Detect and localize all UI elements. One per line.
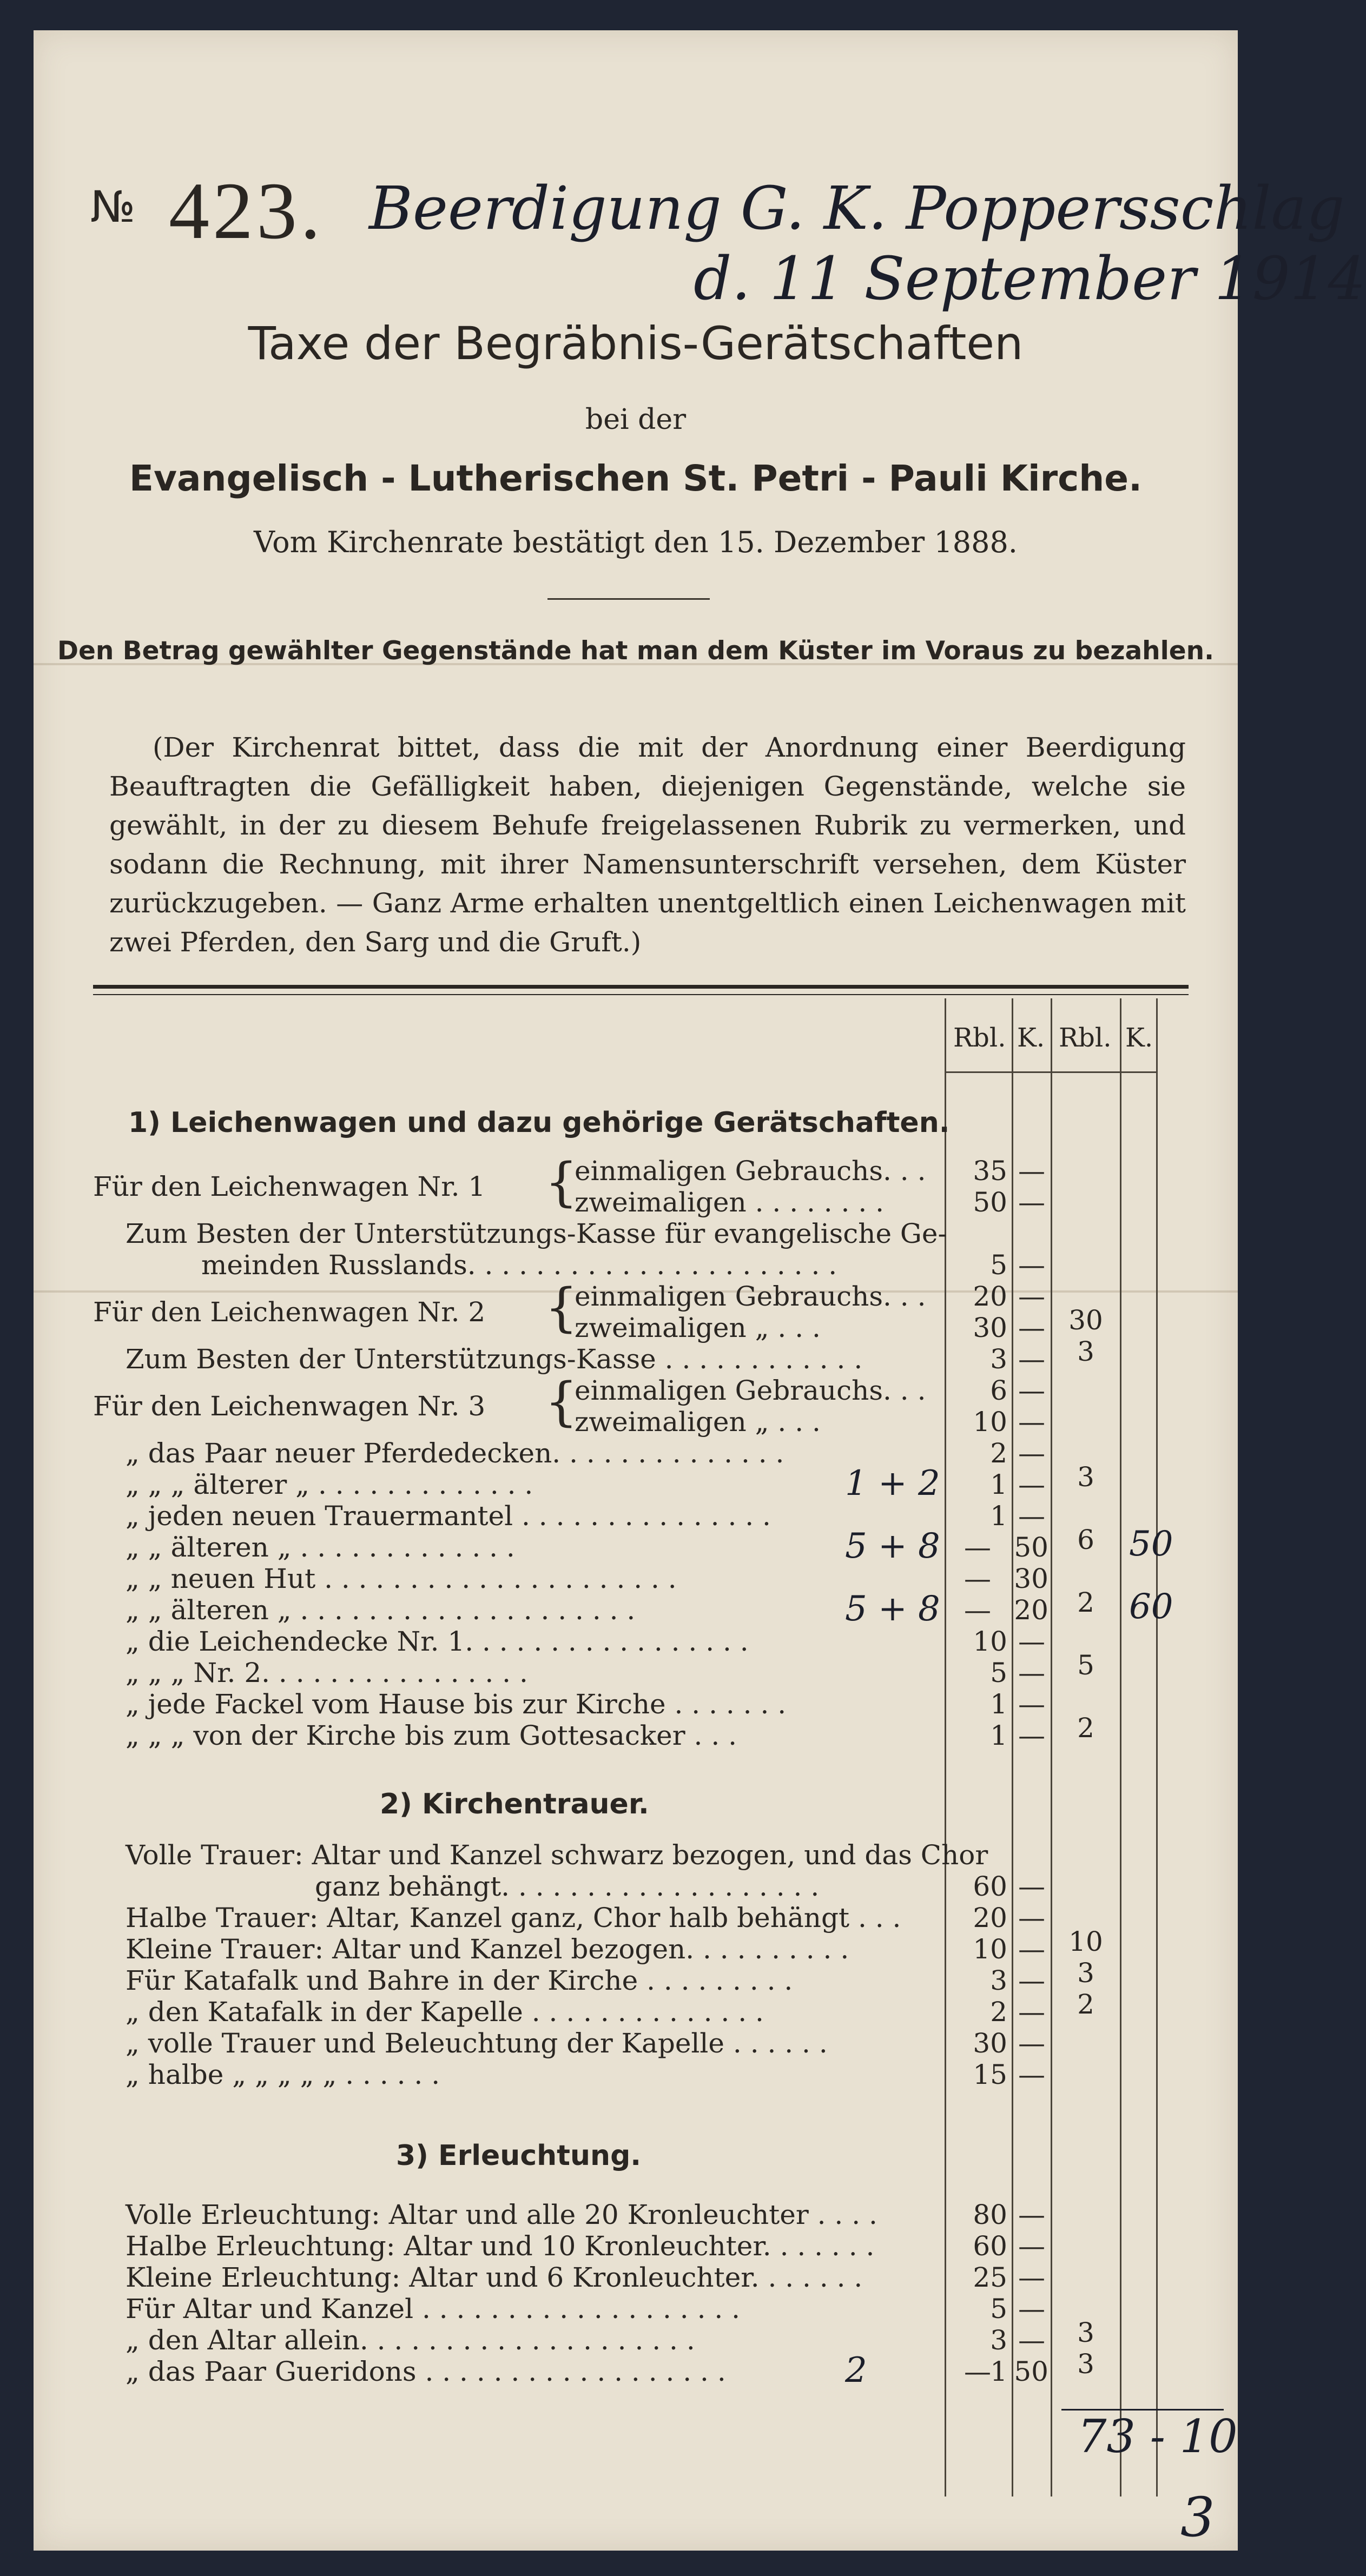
s1-row-3-rbl: 3 [990,1343,1007,1375]
s1-row-10-hand-k: 60 [1129,1587,1173,1627]
section-title-3: 3) Erleuchtung. [396,2140,642,2172]
s2-row-1-label: Halbe Trauer: Altar, Kanzel ganz, Chor halb behängt . . . [126,1902,901,1933]
s1-row-2-sub1: einmaligen Gebrauchs. . . [575,1281,926,1312]
column-divider [1156,998,1158,2496]
s1-row-1-dash: — [1018,1249,1045,1281]
s1-row-8-dash-r: — [964,1532,991,1563]
s1-row-0-dash-1: — [1018,1155,1045,1187]
s1-row-11-dash: — [1018,1626,1045,1657]
handwritten-total: 73 - 10 [1078,2410,1238,2463]
page-title: Taxe der Begräbnis-Gerätschaften [248,317,1024,370]
s2-row-2-dash: — [1018,1933,1045,1965]
s1-row-2-rbl-1: 20 [973,1281,1007,1312]
s3-row-5-note: 2 [845,2350,867,2390]
s1-row-4-sub1: einmaligen Gebrauchs. . . [575,1375,926,1406]
col-k2: K. [1125,1023,1153,1053]
s1-row-8-kop: 50 [1014,1532,1048,1563]
s1-row-4-rbl-1: 6 [990,1375,1007,1406]
s2-row-5-dash: — [1018,2028,1045,2059]
s1-row-12-rbl: 5 [990,1657,1007,1688]
s2-row-2-rbl: 10 [973,1933,1007,1965]
s1-row-11-rbl: 10 [973,1626,1007,1657]
payment-notice: Den Betrag gewählter Gegenstände hat man dem Küster im Voraus zu bezahlen. [57,636,1214,666]
s1-row-14-dash: — [1018,1720,1045,1751]
s3-row-5-kop: 50 [1014,2356,1048,2387]
s1-row-0-rbl-2: 50 [973,1187,1007,1218]
s2-row-1-rbl: 20 [973,1902,1007,1933]
s1-row-14-rbl: 1 [990,1720,1007,1751]
col-rbl: Rbl. [953,1023,1006,1053]
s1-row-5-label: „ das Paar neuer Pferdedecken. . . . . . . . . . . . . . [126,1438,784,1469]
s3-row-4-hand: 3 [1077,2317,1094,2348]
s1-row-6-label: „ „ „ älterer „ . . . . . . . . . . . . . [126,1469,533,1500]
s3-row-3-dash: — [1018,2293,1045,2325]
page-mark: 3 [1180,2486,1215,2549]
s1-row-9-label: „ „ neuen Hut . . . . . . . . . . . . . . . . . . . . . [126,1563,677,1594]
col-k: K. [1017,1023,1045,1053]
s3-row-4-rbl: 3 [990,2325,1007,2356]
s2-row-3-hand: 3 [1077,1957,1094,1989]
separator [547,598,710,600]
s2-row-0-label-2: ganz behängt. . . . . . . . . . . . . . . . . . . [315,1871,820,1902]
handwritten-date: d. 11 September 1914 [694,244,1366,313]
s3-row-5-hand: 3 [1077,2348,1094,2380]
s1-row-14-label: „ „ „ von der Kirche bis zum Gottesacker . . . [126,1720,737,1751]
s3-row-4-label: „ den Altar allein. . . . . . . . . . . . . . . . . . . . [126,2325,695,2356]
s1-row-10-kop: 20 [1014,1594,1048,1626]
document-paper [34,30,1366,2551]
s2-row-3-label: Für Katafalk und Bahre in der Kirche . . . . . . . . . [126,1965,793,1996]
column-divider [1012,998,1013,2496]
s1-row-4-dash-1: — [1018,1375,1045,1406]
s1-row-13-rbl: 1 [990,1688,1007,1720]
s3-row-0-rbl: 80 [973,2199,1007,2230]
s1-row-10-note: 5 + 8 [845,1589,940,1629]
s1-row-8-hand: 6 [1077,1524,1094,1555]
column-divider [1051,998,1052,2496]
s2-row-4-rbl: 2 [990,1996,1007,2028]
instructions-paragraph: (Der Kirchenrat bittet, dass die mit der Anordnung einer Beerdigung Beauftragten die Gefälligkeit haben, diejenigen Gegenstände, welche sie gewählt, in der zu diesem Behufe freigelassenen Rubrik zu vermerken, und sodann die Rechnung, mit ihrer Namensunterschrift versehen, dem Küster zurückzugeben. — Ganz Arme erhalten unentgeltlich einen Leichenwagen mit zwei Pferden, den Sarg und die Gruft.) [109,732,1186,958]
s1-row-0-dash-2: — [1018,1187,1045,1218]
s1-row-12-hand: 5 [1077,1650,1094,1681]
s1-row-6-note: 1 + 2 [845,1464,940,1504]
s3-row-0-label: Volle Erleuchtung: Altar und alle 20 Kronleuchter . . . . [126,2199,877,2230]
s3-row-4-dash: — [1018,2325,1045,2356]
s1-row-3-label: Zum Besten der Unterstützungs-Kasse . . . . . . . . . . . . [126,1343,863,1375]
s2-row-2-hand: 10 [1068,1926,1103,1957]
table-rule [93,994,1189,995]
s3-row-2-rbl: 25 [973,2262,1007,2293]
s2-row-1-dash: — [1018,1902,1045,1933]
s1-row-4-rbl-2: 10 [973,1406,1007,1438]
s1-row-6-hand: 3 [1077,1461,1094,1493]
column-divider [1120,998,1121,2496]
s3-row-3-label: Für Altar und Kanzel . . . . . . . . . . . . . . . . . . . [126,2293,741,2325]
s1-row-6-rbl: 1 [990,1469,1007,1500]
s1-row-8-note: 5 + 8 [845,1526,940,1566]
s2-row-3-rbl: 3 [990,1965,1007,1996]
s1-row-10-label: „ „ älteren „ . . . . . . . . . . . . . . . . . . . . [126,1594,636,1626]
s3-row-5-dash-r: — [964,2356,991,2387]
church-name: Evangelisch - Lutherischen St. Petri - Pauli Kirche. [129,458,1143,499]
s3-row-1-rbl: 60 [973,2230,1007,2262]
s2-row-0-dash: — [1018,1871,1045,1902]
s1-row-3-dash: — [1018,1343,1045,1375]
s1-row-6-dash: — [1018,1469,1045,1500]
s1-row-0-sub1: einmaligen Gebrauchs. . . [575,1155,926,1187]
s1-row-2-dash-2: — [1018,1312,1045,1343]
s1-row-9-kop: 30 [1014,1563,1048,1594]
s2-row-6-rbl: 15 [973,2059,1007,2090]
s1-row-0-sub2: zweimaligen . . . . . . . . [575,1187,885,1218]
s1-row-12-dash: — [1018,1657,1045,1688]
s2-row-6-label: „ halbe „ „ „ „ „ . . . . . . [126,2059,440,2090]
s1-row-8-label: „ „ älteren „ . . . . . . . . . . . . . [126,1532,515,1563]
s1-row-2-sub2: zweimaligen „ . . . [575,1312,821,1343]
s1-row-3-hand: 3 [1077,1336,1094,1367]
header-rule [945,1071,1158,1073]
s1-row-14-hand: 2 [1077,1712,1094,1744]
s1-row-2-brace: { [545,1277,578,1338]
s1-row-4-label: Für den Leichenwagen Nr. 3 [93,1390,486,1422]
s1-row-4-sub2: zweimaligen „ . . . [575,1406,821,1438]
s1-row-7-dash: — [1018,1500,1045,1532]
s1-row-1-label-2: meinden Russlands. . . . . . . . . . . . . . . . . . . . . . [201,1249,837,1281]
s1-row-5-rbl: 2 [990,1438,1007,1469]
s2-row-3-dash: — [1018,1965,1045,1996]
s2-row-0-rbl: 60 [973,1871,1007,1902]
s3-row-3-rbl: 5 [990,2293,1007,2325]
s3-row-0-dash: — [1018,2199,1045,2230]
s1-row-1-rbl: 5 [990,1249,1007,1281]
s2-row-4-label: „ den Katafalk in der Kapelle . . . . . . . . . . . . . . [126,1996,764,2028]
number-label: № [90,182,136,232]
s1-row-13-dash: — [1018,1688,1045,1720]
s3-row-2-label: Kleine Erleuchtung: Altar und 6 Kronleuchter. . . . . . . [126,2262,863,2293]
s3-row-5-rbl: 1 [990,2356,1007,2387]
s1-row-9-dash-r: — [964,1563,991,1594]
s1-row-4-dash-2: — [1018,1406,1045,1438]
s1-row-0-rbl-1: 35 [973,1155,1007,1187]
s3-row-1-dash: — [1018,2230,1045,2262]
s1-row-0-brace: { [545,1152,578,1213]
s2-row-4-hand: 2 [1077,1989,1094,2020]
document-number: 423. [169,166,324,256]
s3-row-5-label: „ das Paar Gueridons . . . . . . . . . . . . . . . . . . [126,2356,726,2387]
s1-row-7-rbl: 1 [990,1500,1007,1532]
s1-row-5-dash: — [1018,1438,1045,1469]
s2-row-4-dash: — [1018,1996,1045,2028]
s1-row-0-label: Für den Leichenwagen Nr. 1 [93,1171,486,1202]
confirmation-line: Vom Kirchenrate bestätigt den 15. Dezember 1888. [254,525,1018,559]
s1-row-7-label: „ jeden neuen Trauermantel . . . . . . . . . . . . . . . [126,1500,771,1532]
section-title-1: 1) Leichenwagen und dazu gehörige Gerätschaften. [128,1107,950,1139]
s1-row-10-hand: 2 [1077,1587,1094,1618]
s1-row-12-label: „ „ „ Nr. 2. . . . . . . . . . . . . . . . [126,1657,528,1688]
col-rbl2: Rbl. [1059,1023,1112,1053]
s2-row-2-label: Kleine Trauer: Altar und Kanzel bezogen. . . . . . . . . . [126,1933,849,1965]
s1-row-2-dash-1: — [1018,1281,1045,1312]
section-title-2: 2) Kirchentrauer. [380,1788,649,1820]
s1-row-2-hand-2: 30 [1068,1304,1103,1336]
s2-row-5-rbl: 30 [973,2028,1007,2059]
s1-row-2-label: Für den Leichenwagen Nr. 2 [93,1296,486,1328]
subtitle: bei der [585,403,687,436]
s1-row-2-rbl-2: 30 [973,1312,1007,1343]
s3-row-1-label: Halbe Erleuchtung: Altar und 10 Kronleuchter. . . . . . . [126,2230,875,2262]
s2-row-0-label: Volle Trauer: Altar und Kanzel schwarz bezogen, und das Chor [126,1839,988,1871]
s1-row-13-label: „ jede Fackel vom Hause bis zur Kirche . . . . . . . [126,1688,787,1720]
s3-row-2-dash: — [1018,2262,1045,2293]
table-rule [93,985,1189,989]
handwritten-name: Beerdigung G. K. Poppersschlag [369,174,1345,243]
s1-row-10-dash-r: — [964,1594,991,1626]
s1-row-11-label: „ die Leichendecke Nr. 1. . . . . . . . . . . . . . . . . [126,1626,749,1657]
s1-row-4-brace: { [545,1372,578,1432]
s2-row-5-label: „ volle Trauer und Beleuchtung der Kapelle . . . . . . [126,2028,828,2059]
s1-row-1-label: Zum Besten der Unterstützungs-Kasse für evangelische Ge- [126,1218,947,1249]
s1-row-8-hand-k: 50 [1129,1524,1173,1564]
s2-row-6-dash: — [1018,2059,1045,2090]
